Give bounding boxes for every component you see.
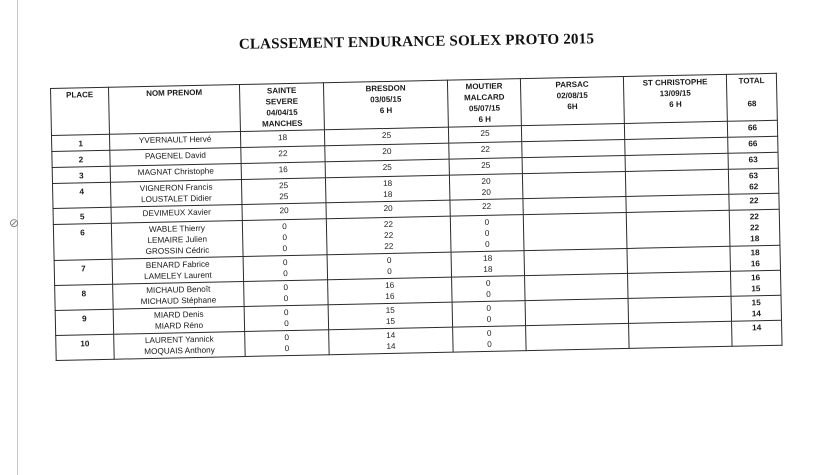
total-value: 18 xyxy=(750,234,760,244)
header-line: 05/07/15 xyxy=(468,103,501,114)
place-cell xyxy=(55,284,114,310)
total-value: 22 xyxy=(749,223,760,233)
name-cell xyxy=(113,306,244,334)
score-cell-event-2 xyxy=(329,327,453,355)
place-cell xyxy=(54,259,113,285)
score-value: 22 xyxy=(383,219,394,230)
score-cell-event-5 xyxy=(625,169,729,196)
total-cell xyxy=(729,193,779,210)
place-value: 4 xyxy=(79,187,85,197)
score-cell-event-1 xyxy=(242,219,327,257)
header-line: ST CHRISTOPHE xyxy=(642,77,708,88)
header-line: SEVERE xyxy=(265,96,299,107)
header-event-1 xyxy=(239,83,324,132)
rider-name: LEMAIRE Julien xyxy=(147,234,208,245)
place-value: 5 xyxy=(79,212,85,222)
results-sheet xyxy=(50,73,783,361)
score-value: 14 xyxy=(386,341,396,352)
rider-name: WABLE Thierry xyxy=(148,223,206,234)
header-line: 6 H xyxy=(669,99,682,110)
header-line: MOUTIER xyxy=(465,81,503,92)
total-value: 22 xyxy=(749,212,759,222)
name-cell xyxy=(114,331,245,359)
score-value: 0 xyxy=(486,314,492,324)
score-value: 0 xyxy=(484,217,490,227)
score-value: 0 xyxy=(484,228,490,238)
score-cell-event-1 xyxy=(244,305,329,332)
score-value: 0 xyxy=(282,258,288,268)
score-value: 0 xyxy=(486,289,491,299)
total-cell xyxy=(728,152,778,169)
score-value: 14 xyxy=(386,330,396,341)
place-cell xyxy=(51,134,109,151)
score-cell-event-1 xyxy=(245,330,330,357)
score-cell-event-1 xyxy=(241,178,326,205)
score-cell-event-3 xyxy=(449,142,522,160)
place-value: 10 xyxy=(80,339,90,349)
score-value: 0 xyxy=(282,244,288,254)
score-value: 25 xyxy=(480,128,490,138)
rider-name: MIARD Denis xyxy=(153,309,204,320)
rider-name: PAGENEL David xyxy=(144,150,207,162)
score-value: 20 xyxy=(279,206,289,216)
score-value: 25 xyxy=(279,192,289,202)
score-cell-event-5 xyxy=(626,210,730,248)
rider-name: MAGNAT Christophe xyxy=(137,166,214,178)
header-line: MALCARD xyxy=(463,92,505,103)
score-cell-event-3 xyxy=(452,276,526,303)
score-value: 15 xyxy=(385,316,396,327)
score-value: 0 xyxy=(486,328,492,338)
total-value: 15 xyxy=(751,298,761,308)
score-value: 0 xyxy=(282,222,287,232)
rider-name: GROSSIN Cédric xyxy=(145,245,210,257)
score-value: 0 xyxy=(284,344,290,354)
header-event-3 xyxy=(447,79,521,128)
score-cell-event-3 xyxy=(448,126,521,144)
total-cell xyxy=(730,270,781,296)
score-value: 16 xyxy=(278,165,288,175)
score-value: 22 xyxy=(480,144,491,154)
standings-table xyxy=(50,73,783,361)
score-value: 0 xyxy=(387,266,392,276)
score-value: 20 xyxy=(382,146,392,157)
total-cell xyxy=(728,168,779,194)
header-name: NOM PRENOM xyxy=(108,85,240,135)
rider-name: MICHAUD Benoît xyxy=(146,284,211,296)
score-value: 16 xyxy=(385,291,395,302)
name-cell xyxy=(110,180,241,208)
score-cell-event-2 xyxy=(328,277,452,305)
place-value: 2 xyxy=(78,155,84,165)
score-cell-event-5 xyxy=(628,296,732,323)
header-line: 03/05/15 xyxy=(370,94,402,105)
score-cell-event-3 xyxy=(449,158,522,176)
header-line: 6H xyxy=(567,101,578,112)
total-value: 14 xyxy=(752,323,762,333)
total-cell xyxy=(728,136,778,153)
score-cell-event-3 xyxy=(450,199,523,217)
total-value: 16 xyxy=(750,259,760,269)
score-cell-event-5 xyxy=(628,271,732,298)
header-line: PARSAC xyxy=(555,79,589,90)
score-cell-event-1 xyxy=(244,280,329,307)
score-value: 0 xyxy=(282,233,288,243)
score-value: 20 xyxy=(383,203,393,214)
place-cell xyxy=(53,223,112,260)
score-value: 0 xyxy=(484,239,490,249)
rider-name: MIARD Réno xyxy=(154,320,204,331)
total-value: 68 xyxy=(747,99,757,109)
score-value: 25 xyxy=(381,130,392,141)
total-value: 16 xyxy=(750,273,761,283)
score-value: 22 xyxy=(481,201,492,211)
header-line: MANCHES xyxy=(261,118,303,129)
standings-body xyxy=(51,120,782,360)
total-value: 66 xyxy=(747,123,758,133)
score-cell-event-3 xyxy=(449,174,523,201)
score-value: 22 xyxy=(384,230,394,241)
place-value: 6 xyxy=(80,228,85,238)
score-cell-event-3 xyxy=(452,301,526,328)
score-cell-event-4 xyxy=(525,273,629,300)
score-value: 25 xyxy=(278,181,289,191)
place-cell xyxy=(55,309,114,335)
total-value: 63 xyxy=(748,171,759,181)
score-value: 22 xyxy=(278,149,288,159)
header-line: 6 H xyxy=(379,105,393,116)
name-cell xyxy=(113,281,244,309)
score-value: 0 xyxy=(283,308,289,318)
rider-name: BENARD Fabrice xyxy=(145,259,210,271)
total-value: 66 xyxy=(748,139,758,149)
total-value: 18 xyxy=(750,248,760,258)
score-cell-event-3 xyxy=(450,215,524,253)
total-value: 63 xyxy=(748,155,758,165)
rider-name: LOUSTALET Didier xyxy=(140,193,212,205)
rider-name: VIGNERON Francis xyxy=(139,182,213,194)
place-value: 1 xyxy=(78,139,84,149)
punch-hole-icon: ⊘ xyxy=(9,216,20,230)
header-line: 6 H xyxy=(478,114,492,125)
score-cell-event-4 xyxy=(525,298,629,325)
score-cell-event-1 xyxy=(243,255,328,282)
name-cell xyxy=(112,256,243,284)
place-value: 8 xyxy=(81,289,87,299)
scan-edge xyxy=(17,0,18,475)
score-cell-event-4 xyxy=(523,212,627,250)
total-cell xyxy=(732,320,783,346)
score-value: 0 xyxy=(283,283,289,293)
score-value: 0 xyxy=(486,303,492,313)
rider-name: LAURENT Yannick xyxy=(144,334,214,346)
total-cell xyxy=(730,245,781,271)
score-value: 18 xyxy=(483,264,493,274)
header-line: TOTAL xyxy=(738,76,765,86)
score-cell-event-1 xyxy=(241,146,325,164)
score-cell-event-3 xyxy=(453,326,527,353)
score-value: 20 xyxy=(481,176,491,186)
total-cell xyxy=(727,120,777,137)
score-cell-event-5 xyxy=(629,321,733,348)
score-cell-event-5 xyxy=(627,246,731,273)
score-cell-event-1 xyxy=(240,130,324,148)
header-line: 02/08/15 xyxy=(556,90,588,101)
place-cell xyxy=(52,166,110,183)
score-cell-event-1 xyxy=(241,162,325,180)
rider-name: LAMELEY Laurent xyxy=(144,270,212,282)
rider-name: MOQUAIS Anthony xyxy=(144,345,215,357)
place-value: 7 xyxy=(80,264,86,274)
score-value: 16 xyxy=(385,280,395,291)
score-cell-event-4 xyxy=(526,323,630,350)
document-title: CLASSEMENT ENDURANCE SOLEX PROTO 2015 xyxy=(238,31,595,53)
rider-name: YVERNAULT Hervé xyxy=(138,134,212,146)
score-cell-event-4 xyxy=(524,248,628,275)
score-value: 20 xyxy=(481,187,491,197)
score-value: 0 xyxy=(284,319,289,329)
place-value: 9 xyxy=(81,314,87,324)
total-cell xyxy=(729,209,780,246)
score-value: 15 xyxy=(385,305,395,316)
score-cell-event-1 xyxy=(242,203,326,221)
header-event-2 xyxy=(323,80,448,130)
score-value: 25 xyxy=(382,162,392,173)
score-cell-event-2 xyxy=(325,175,449,203)
place-cell xyxy=(53,207,111,224)
total-value: 22 xyxy=(749,196,759,206)
score-cell-event-4 xyxy=(522,171,626,198)
header-event-4 xyxy=(520,76,624,125)
rider-name: DEVIMEUX Xavier xyxy=(142,207,211,219)
score-value: 18 xyxy=(277,133,288,143)
header-event-5 xyxy=(623,74,727,123)
score-value: 0 xyxy=(487,339,492,349)
total-value: 14 xyxy=(751,309,762,319)
place-cell xyxy=(52,182,111,208)
score-value: 0 xyxy=(284,333,290,343)
score-value: 22 xyxy=(384,241,394,252)
place-cell xyxy=(52,150,110,167)
header-line: 13/09/15 xyxy=(659,88,691,99)
score-cell-event-2 xyxy=(327,252,451,280)
header-line: 04/04/15 xyxy=(266,107,298,118)
score-cell-event-2 xyxy=(328,302,452,330)
score-value: 0 xyxy=(283,269,288,279)
place-cell xyxy=(56,334,115,360)
score-value: 0 xyxy=(386,255,392,265)
total-cell xyxy=(731,295,782,321)
header-total xyxy=(726,73,777,121)
header-line: SAINTE xyxy=(266,85,297,96)
total-value: 15 xyxy=(751,284,761,294)
score-value: 0 xyxy=(283,294,289,304)
score-value: 0 xyxy=(485,278,491,288)
name-cell xyxy=(111,221,243,260)
score-cell-event-2 xyxy=(326,216,451,255)
score-value: 18 xyxy=(382,178,393,189)
rider-name: MICHAUD Stéphane xyxy=(140,295,217,307)
total-value: 62 xyxy=(749,182,759,192)
score-value: 18 xyxy=(483,253,493,263)
header-place: PLACE xyxy=(51,87,110,135)
score-cell-event-3 xyxy=(451,251,525,278)
score-value: 25 xyxy=(481,160,491,170)
place-value: 3 xyxy=(78,171,84,181)
score-value: 18 xyxy=(383,189,393,200)
header-line: BRESDON xyxy=(365,83,406,94)
